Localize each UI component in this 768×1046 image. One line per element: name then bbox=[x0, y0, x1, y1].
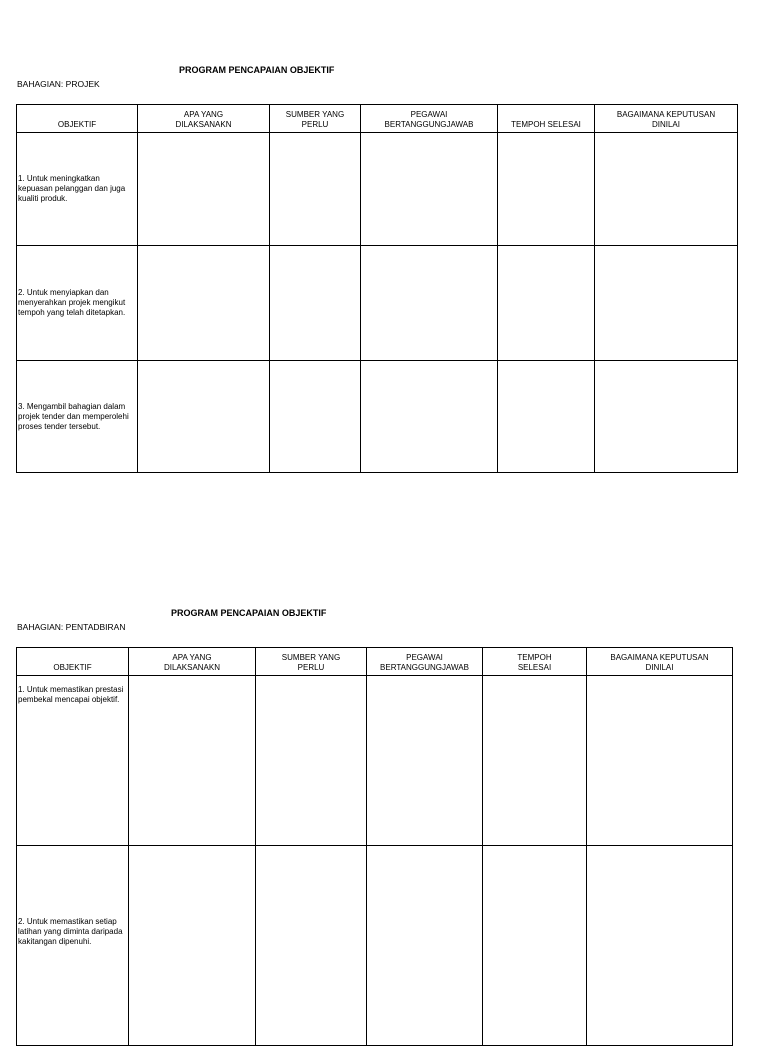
empty-cell[interactable] bbox=[498, 361, 595, 473]
empty-cell[interactable] bbox=[138, 361, 270, 473]
table-row bbox=[17, 361, 738, 473]
section-2-title: PROGRAM PENCAPAIAN OBJEKTIF bbox=[171, 608, 327, 618]
header-pegawai-bertanggungjawab: PEGAWAI BERTANGGUNGJAWAB bbox=[361, 105, 498, 133]
objective-cell: 1. Untuk meningkatkan kepuasan pelanggan dan juga kualiti produk. bbox=[17, 133, 138, 246]
header-bagaimana-keputusan-dinilai: BAGAIMANA KEPUTUSAN DINILAI bbox=[595, 105, 738, 133]
header-sumber-yang-perlu: SUMBER YANG PERLU bbox=[256, 648, 367, 676]
table-header-row bbox=[17, 648, 733, 676]
objective-cell: 2. Untuk menyiapkan dan menyerahkan projek mengikut tempoh yang telah ditetapkan. bbox=[17, 246, 138, 361]
header-tempoh-selesai: TEMPOH SELESAI bbox=[498, 105, 595, 133]
empty-cell[interactable] bbox=[138, 133, 270, 246]
objective-table-projek bbox=[16, 104, 738, 473]
objective-table-pentadbiran bbox=[16, 647, 733, 1046]
table-header-row bbox=[17, 105, 738, 133]
header-objektif: OBJEKTIF bbox=[17, 105, 138, 133]
empty-cell[interactable] bbox=[129, 676, 256, 846]
section-1-title: PROGRAM PENCAPAIAN OBJEKTIF bbox=[179, 65, 335, 75]
header-bagaimana-keputusan-dinilai: BAGAIMANA KEPUTUSAN DINILAI bbox=[587, 648, 733, 676]
header-pegawai-bertanggungjawab: PEGAWAI BERTANGGUNGJAWAB bbox=[367, 648, 483, 676]
section-1-department: BAHAGIAN: PROJEK bbox=[17, 79, 100, 89]
section-2-department: BAHAGIAN: PENTADBIRAN bbox=[17, 622, 126, 632]
empty-cell[interactable] bbox=[138, 246, 270, 361]
empty-cell[interactable] bbox=[270, 246, 361, 361]
empty-cell[interactable] bbox=[361, 361, 498, 473]
empty-cell[interactable] bbox=[498, 133, 595, 246]
header-objektif: OBJEKTIF bbox=[17, 648, 129, 676]
empty-cell[interactable] bbox=[256, 676, 367, 846]
empty-cell[interactable] bbox=[587, 846, 733, 1046]
objective-cell: 2. Untuk memastikan setiap latihan yang diminta daripada kakitangan dipenuhi. bbox=[17, 846, 129, 1046]
empty-cell[interactable] bbox=[483, 676, 587, 846]
empty-cell[interactable] bbox=[129, 846, 256, 1046]
empty-cell[interactable] bbox=[595, 246, 738, 361]
empty-cell[interactable] bbox=[361, 133, 498, 246]
empty-cell[interactable] bbox=[270, 133, 361, 246]
header-apa-yang-dilaksanakan: APA YANG DILAKSANAKN bbox=[138, 105, 270, 133]
table-row bbox=[17, 133, 738, 246]
empty-cell[interactable] bbox=[361, 246, 498, 361]
empty-cell[interactable] bbox=[256, 846, 367, 1046]
objective-cell: 3. Mengambil bahagian dalam projek tender dan memperolehi proses tender tersebut. bbox=[17, 361, 138, 473]
empty-cell[interactable] bbox=[367, 846, 483, 1046]
empty-cell[interactable] bbox=[595, 361, 738, 473]
table-row bbox=[17, 246, 738, 361]
empty-cell[interactable] bbox=[270, 361, 361, 473]
header-sumber-yang-perlu: SUMBER YANG PERLU bbox=[270, 105, 361, 133]
empty-cell[interactable] bbox=[595, 133, 738, 246]
table-row bbox=[17, 846, 733, 1046]
objective-cell: 1. Untuk memastikan prestasi pembekal mencapai objektif. bbox=[17, 676, 129, 846]
header-tempoh-selesai: TEMPOH SELESAI bbox=[483, 648, 587, 676]
empty-cell[interactable] bbox=[587, 676, 733, 846]
empty-cell[interactable] bbox=[498, 246, 595, 361]
table-row bbox=[17, 676, 733, 846]
empty-cell[interactable] bbox=[483, 846, 587, 1046]
empty-cell[interactable] bbox=[367, 676, 483, 846]
header-apa-yang-dilaksanakan: APA YANG DILAKSANAKN bbox=[129, 648, 256, 676]
